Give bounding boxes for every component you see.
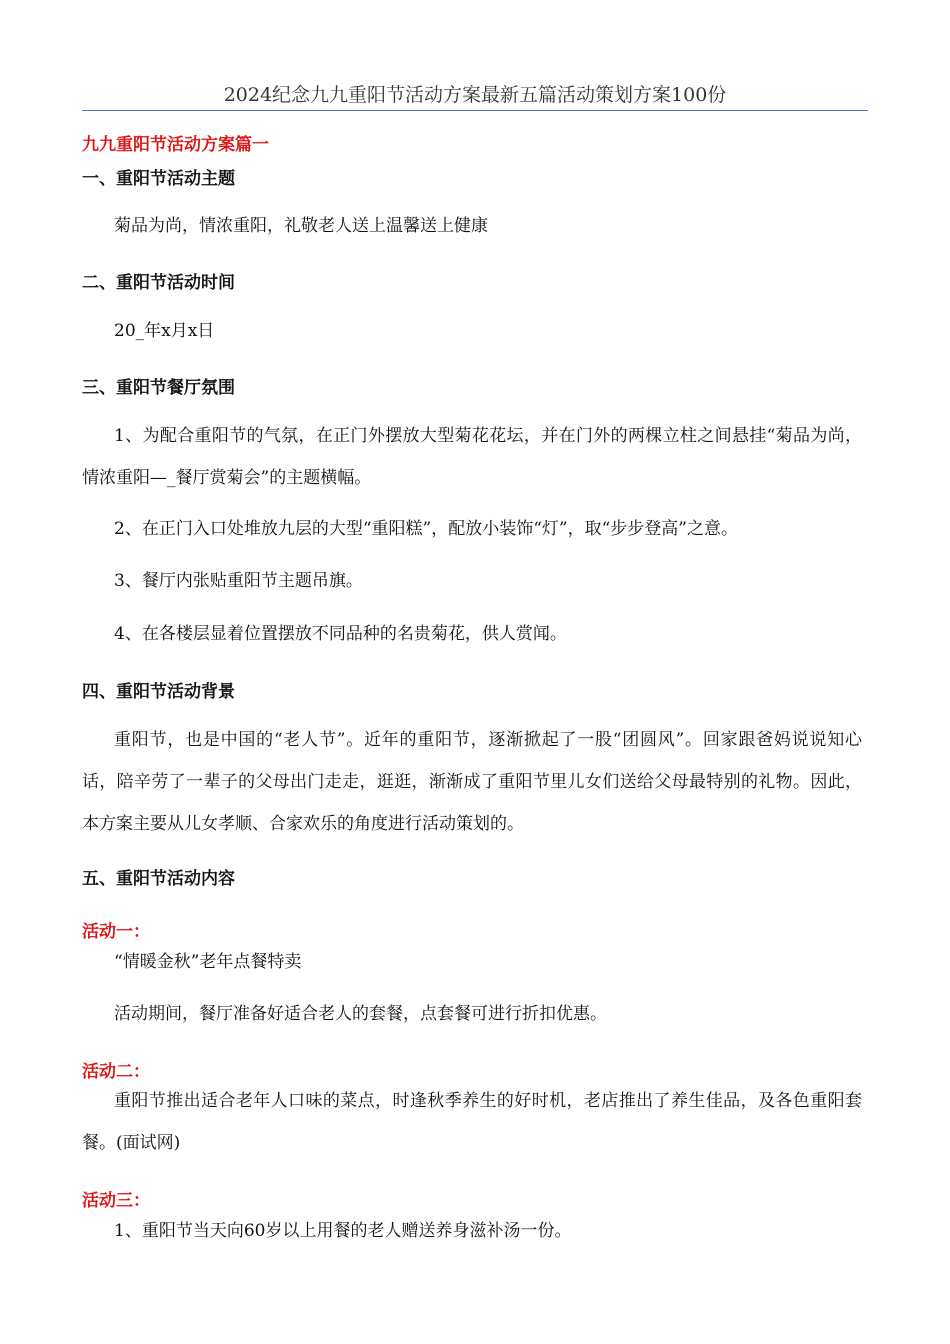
activity-2-description: 重阳节推出适合老年人口味的菜点，时逢秋季养生的好时机，老店推出了养生佳品，及各色重阳套餐。(面试网) [82,1091,862,1153]
page-header-title: 2024纪念九九重阳节活动方案最新五篇活动策划方案100份 [82,80,868,111]
section-1-theme-text: 菊品为尚，情浓重阳，礼敬老人送上温馨送上健康 [114,216,488,236]
section-3-heading: 三、重阳节餐厅氛围 [82,378,235,398]
section-4-heading: 四、重阳节活动背景 [82,682,235,702]
section-3-item-2: 2、在正门入口处堆放九层的大型“重阳糕”，配放小装饰“灯”，取“步步登高”之意。 [114,519,738,539]
section-1-heading: 一、重阳节活动主题 [82,169,235,189]
section-3-item-4: 4、在各楼层显着位置摆放不同品种的名贵菊花，供人赏闻。 [114,624,567,644]
section-4-background-text: 重阳节，也是中国的“老人节”。近年的重阳节，逐渐掀起了一股“团圆风”。回家跟爸妈说说知心话，陪辛劳了一辈子的父母出门走走，逛逛，渐渐成了重阳节里儿女们送给父母最特别的礼物。因此，本方案主要从儿女孝顺、合家欢乐的角度进行活动策划的。 [82,730,862,834]
activity-1-title: “情暖金秋”老年点餐特卖 [114,952,302,972]
activity-1-description: 活动期间，餐厅准备好适合老人的套餐，点套餐可进行折扣优惠。 [114,1004,607,1024]
activity-3-item-1: 1、重阳节当天向60岁以上用餐的老人赠送养身滋补汤一份。 [114,1221,572,1241]
activity-1-heading: 活动一： [82,922,150,942]
activity-3-heading: 活动三： [82,1191,150,1211]
section-2-heading: 二、重阳节活动时间 [82,273,235,293]
section-3-item-1: 1、为配合重阳节的气氛，在正门外摆放大型菊花花坛，并在门外的两棵立柱之间悬挂“菊品为尚，情浓重阳—_餐厅赏菊会”的主题横幅。 [82,426,862,488]
section-3-item-3: 3、餐厅内张贴重阳节主题吊旗。 [114,571,363,591]
part-title: 九九重阳节活动方案篇一 [82,135,269,155]
section-2-date-text: 20_年x月x日 [114,321,215,341]
section-5-heading: 五、重阳节活动内容 [82,869,235,889]
activity-2-heading: 活动二： [82,1062,150,1082]
